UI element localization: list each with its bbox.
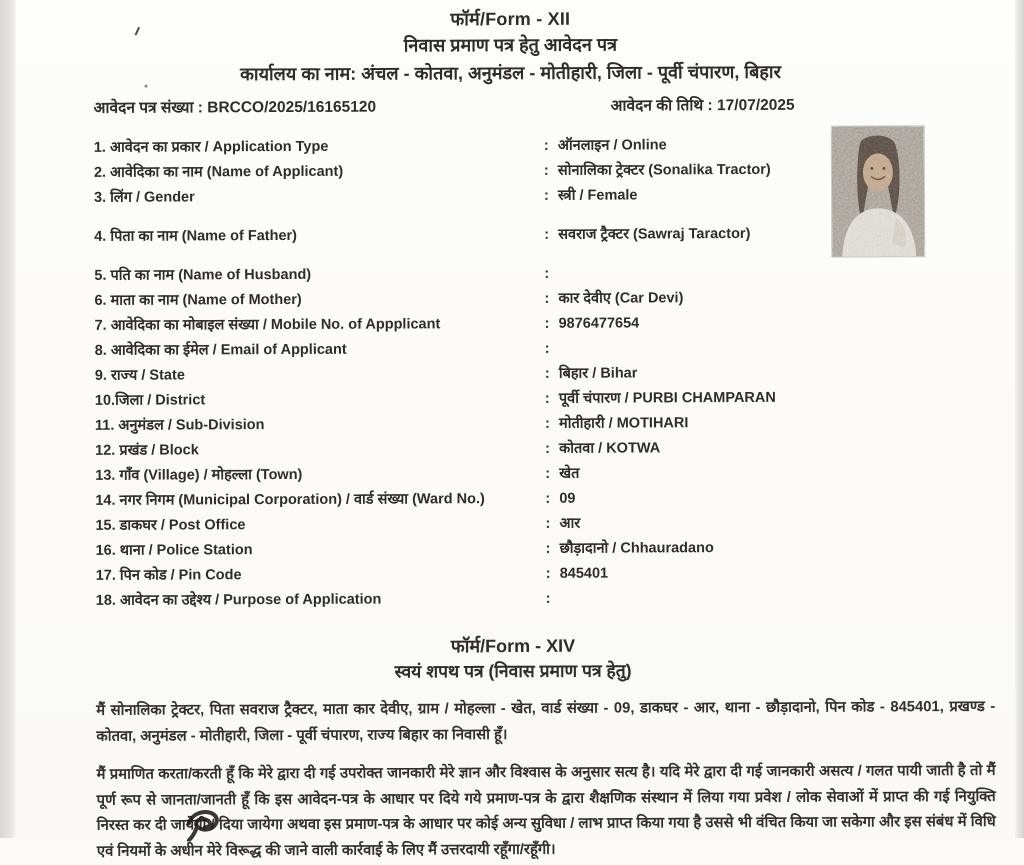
field-value: कार देवीए (Car Devi) xyxy=(558,290,684,307)
field-colon: : xyxy=(544,315,550,332)
field-colon: : xyxy=(545,540,551,557)
form12-header xyxy=(0,0,1023,122)
field-value: बिहार / Bihar xyxy=(558,365,638,382)
application-meta-row xyxy=(0,92,1023,122)
field-colon: : xyxy=(544,390,550,407)
application-number-value: BRCCO/2025/16165120 xyxy=(207,98,377,117)
form12-title: फॉर्म/Form - XII xyxy=(450,8,571,30)
application-date xyxy=(611,93,795,116)
field-label: 4. पिता का नाम (Name of Father) xyxy=(94,227,298,245)
applicant-photo xyxy=(832,126,925,256)
field-colon: : xyxy=(543,162,549,179)
application-number-label: आवेदन पत्र संख्या : xyxy=(93,99,208,117)
field-colon: : xyxy=(544,290,550,307)
form14-title: फॉर्म/Form - XIV xyxy=(450,635,576,657)
pen-scribble-signature xyxy=(183,807,227,841)
field-label: 18. आवेदन का उद्देश्य / Purpose of Application xyxy=(95,591,382,609)
field-colon: : xyxy=(543,187,549,204)
field-value: सोनालिका ट्रेक्टर (Sonalika Tractor) xyxy=(557,161,771,179)
form12-subtitle: निवास प्रमाण पत्र हेतु आवेदन पत्र xyxy=(403,34,618,56)
application-date-value: 17/07/2025 xyxy=(716,96,795,115)
form-field-row xyxy=(1,585,1024,614)
form-field-row xyxy=(0,310,1024,339)
field-label: 11. अनुमंडल / Sub-Division xyxy=(94,417,265,434)
field-colon: : xyxy=(545,590,551,607)
field-label: 5. पति का नाम (Name of Husband) xyxy=(94,266,312,284)
field-value: सवराज ट्रैक्टर (Sawraj Taractor) xyxy=(558,225,751,243)
field-label: 8. आवेदिका का ईमेल / Email of Applicant xyxy=(94,341,347,359)
field-label: 1. आवेदन का प्रकार / Application Type xyxy=(93,138,329,156)
field-label: 6. माता का नाम (Name of Mother) xyxy=(94,291,302,309)
field-label: 12. प्रखंड / Block xyxy=(95,442,199,459)
field-label: 10.जिला / District xyxy=(94,392,206,409)
field-colon: : xyxy=(544,365,550,382)
declaration-paragraph-1: मैं सोनालिका ट्रेक्टर, पिता सवराज ट्रैक्टर, माता कार देवीए, ग्राम / मोहल्ला - खेत, वार्ड संख्या - 09, डाकघर - आर, थाना - छौड़ादानो, पिन कोड - 845401, प्रखण्ड - कोतवा, अनुमंडल - मोतीहारी, जिला - पूर्वी चंपारण, राज्य बिहार का निवासी हूँ। xyxy=(96,698,996,745)
field-label: 17. पिन कोड / Pin Code xyxy=(95,567,242,584)
form-field-row xyxy=(1,560,1024,589)
field-colon: : xyxy=(545,565,551,582)
field-colon: : xyxy=(544,265,550,282)
field-label: 16. थाना / Police Station xyxy=(95,542,253,559)
field-label: 15. डाकघर / Post Office xyxy=(95,517,246,534)
field-colon: : xyxy=(544,340,550,357)
form14-subtitle: स्वयं शपथ पत्र (निवास प्रमाण पत्र हेतु) xyxy=(394,660,632,682)
declaration-paragraph-2: मैं प्रमाणित करता/करती हूँ कि मेरे द्वारा दी गई उपरोक्त जानकारी मेरे ज्ञान और विश्वास के अनुसार सत्य है। यदि मेरे द्वारा दी गई जानकारी असत्य / गलत पायी जाती है तो मैं पूर्ण रूप से जानता/जानती हूँ कि इस आवेदन-पत्र के आधार पर दिये गये प्रमाण-पत्र के द्वारा शैक्षणिक संस्थान में लिया गया प्रवेश / लोक सेवाओं में प्राप्त की गई नियुक्ति निरस्त कर दी जायेगी / दिया जायेगा अथवा इस प्रमाण-पत्र के आधार पर कोई अन्य सुविधा / लाभ प्राप्त किया गया है उससे भी वंचित किया जा सकेगा और इस संबंध में विधि एवं नियमों के अधीन मेरे विरूद्ध की जाने वाली कार्रवाई के लिए मैं उत्तरदायी रहूँगा/रहूँगी। xyxy=(96,762,996,860)
field-label: 13. गाँव (Village) / मोहल्ला (Town) xyxy=(95,466,303,484)
office-name-line: कार्यालय का नाम: अंचल - कोतवा, अनुमंडल - मोतीहारी, जिला - पूर्वी चंपारण, बिहार xyxy=(240,61,781,85)
field-colon: : xyxy=(545,490,551,507)
field-colon: : xyxy=(543,137,549,154)
field-value: कोतवा / KOTWA xyxy=(559,440,661,457)
stray-speck xyxy=(145,85,148,88)
field-value: पूर्वी चंपारण / PURBI CHAMPARAN xyxy=(558,389,776,407)
field-colon: : xyxy=(545,440,551,457)
field-colon: : xyxy=(545,515,551,532)
field-label: 7. आवेदिका का मोबाइल संख्या / Mobile No. of Appplicant xyxy=(94,316,441,334)
field-value: आर xyxy=(559,515,581,532)
field-value: स्त्री / Female xyxy=(557,187,638,204)
field-value: 9876477654 xyxy=(558,315,640,332)
field-colon: : xyxy=(545,465,551,482)
field-label: 14. नगर निगम (Municipal Corporation) / वार्ड संख्या (Ward No.) xyxy=(95,491,485,509)
field-label: 3. लिंग / Gender xyxy=(93,189,195,206)
field-value: ऑनलाइन / Online xyxy=(557,137,667,154)
form14-header xyxy=(1,632,1024,685)
field-value: 09 xyxy=(559,490,576,507)
application-number xyxy=(94,95,377,118)
field-colon: : xyxy=(544,226,550,243)
application-date-label: आवेदन की तिथि : xyxy=(610,97,718,115)
field-colon: : xyxy=(544,415,550,432)
field-label: 9. राज्य / State xyxy=(94,367,185,384)
field-label: 2. आवेदिका का नाम (Name of Applicant) xyxy=(93,163,344,181)
field-value: खेत xyxy=(559,465,580,482)
field-value: मोतीहारी / MOTIHARI xyxy=(558,415,689,432)
field-value: 845401 xyxy=(559,565,609,582)
field-value: छौड़ादानो / Chhauradano xyxy=(559,540,714,557)
field-value xyxy=(554,260,1023,262)
